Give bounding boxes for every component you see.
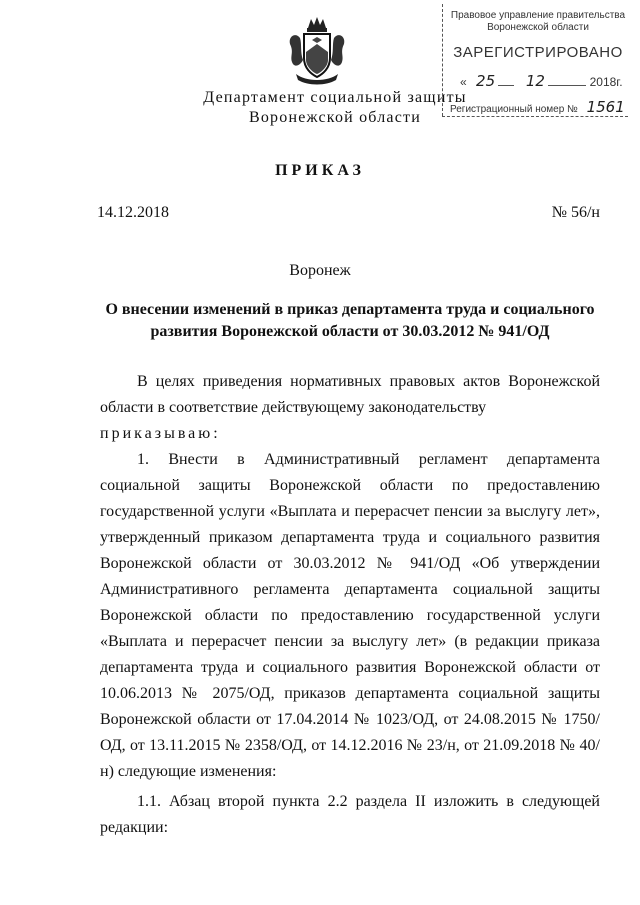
department-line-2: Воронежской области bbox=[248, 109, 421, 126]
item-1-1-paragraph: 1.1. Абзац второй пункта 2.2 раздела II изложить в следующей редакции: bbox=[100, 793, 600, 836]
stamp-registered-label: ЗАРЕГИСТРИРОВАНО bbox=[453, 44, 623, 61]
document-date: 14.12.2018 bbox=[97, 204, 169, 221]
stamp-authority-line-1: Правовое управление правительства bbox=[450, 10, 626, 21]
department-name bbox=[200, 88, 470, 128]
document-city: Воронеж bbox=[289, 262, 351, 279]
registration-stamp bbox=[442, 4, 628, 116]
stamp-year-suffix: г. bbox=[616, 75, 623, 89]
department-line-1: Департамент социальной защиты bbox=[203, 89, 467, 106]
stamp-authority-line-2: Воронежской области bbox=[487, 22, 589, 33]
stamp-reg-number: 1561 bbox=[586, 98, 625, 116]
document-number: № 56/н bbox=[551, 204, 600, 221]
item-1-paragraph: 1. Внести в Административный регламент департамента социальной защиты Воронежской области по предоставлению государственной услуги «Выплата и перерасчет пенсии за выслугу лет», утвержденный приказом департамента труда и социального развития Воронежской области от 30.03.2012 № 941/ОД «Об утверждении Административного регламента департамента социальной защиты Воронежской области по предоставлению государственной услуги «Выплата и перерасчет пенсии за выслугу лет» (в редакции приказа департамента труда и социального развития Воронежской области от 10.06.2013 № 2075/ОД, приказов департамента социальной защиты Воронежской области от 17.04.2014 № 1023/ОД, от 24.08.2015 № 1750/ОД, от 13.11.2015 № 2358/ОД, от 14.12.2016 № 23/н, от 21.09.2018 № 40/н) следующие изменения: bbox=[100, 451, 600, 780]
stamp-day: 25 bbox=[476, 72, 496, 90]
stamp-border-bottom bbox=[442, 116, 628, 117]
coat-of-arms-icon bbox=[286, 14, 348, 88]
document-subject: О внесении изменений в приказ департамента труда и социального развития Воронежской области от 30.03.2012 № 941/ОД bbox=[105, 301, 595, 340]
stamp-date bbox=[460, 72, 628, 90]
stamp-registration-number bbox=[450, 98, 630, 116]
order-word: приказываю: bbox=[100, 425, 221, 442]
document-body bbox=[100, 369, 600, 841]
document-title: ПРИКАЗ bbox=[275, 162, 365, 179]
preamble-paragraph: В целях приведения нормативных правовых актов Воронежской области в соответствие действующему законодательству bbox=[100, 373, 600, 416]
stamp-reg-label: Регистрационный номер № bbox=[450, 104, 578, 115]
stamp-month: 12 bbox=[525, 72, 545, 90]
stamp-year: 2018 bbox=[589, 75, 617, 89]
stamp-date-open: « bbox=[460, 75, 467, 89]
